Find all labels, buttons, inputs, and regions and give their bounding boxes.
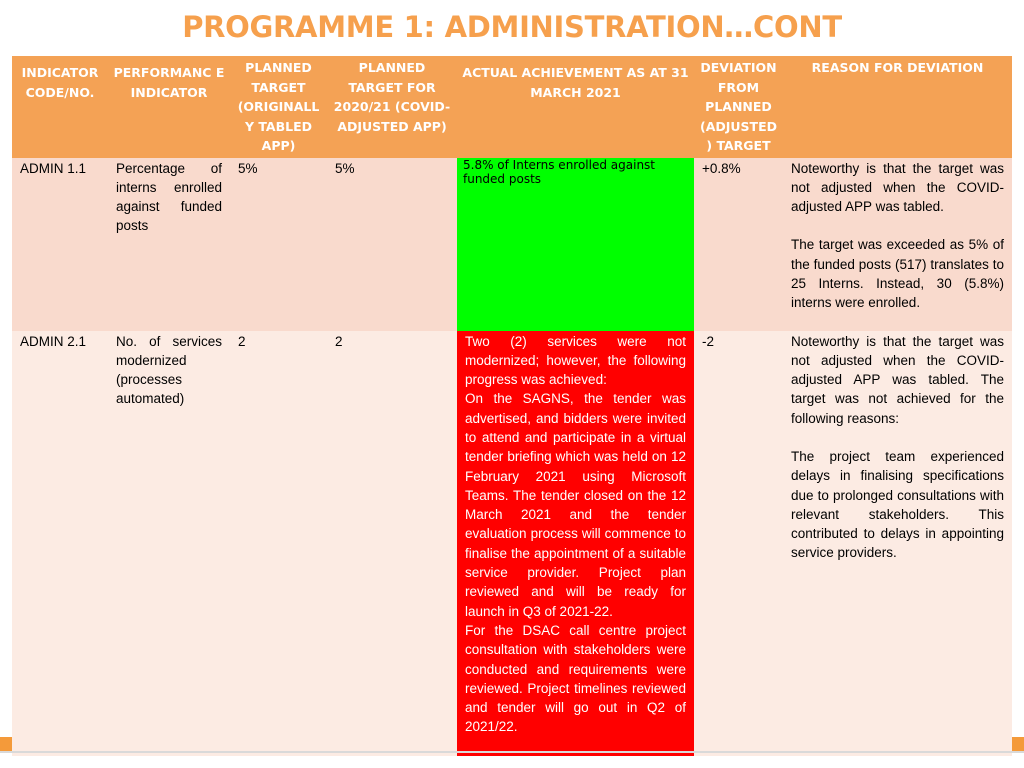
actual-achievement-text: Two (2) services were not modernized; however, the following progress was achieved: bbox=[465, 333, 686, 388]
planned-target-original-cell: 5% bbox=[230, 158, 327, 331]
footer-divider bbox=[0, 751, 1024, 753]
indicator-code-cell: ADMIN 2.1 bbox=[12, 331, 108, 756]
actual-achievement-text: On the SAGNS, the tender was advertised, and bidders were invited to attend and participate in a virtual tender briefing which was held on 12 February 2021 using Microsoft Teams. The tender closed on the 12 March 2021 and the tender evaluation process will commence to finalise the appointment of a suitable service provider. Project plan reviewed and will be ready for launch in Q3 of 2021-22. bbox=[465, 391, 686, 619]
reason-cell bbox=[783, 158, 1012, 331]
table-row bbox=[12, 331, 1012, 756]
reason-cell bbox=[783, 331, 1012, 756]
reason-paragraph: The project team experienced delays in finalising specifications due to prolonged consultations with relevant stakeholders. This contributed to delays in appointing service providers. bbox=[791, 448, 1004, 561]
header-planned-target-covid: PLANNED TARGET FOR 2020/21 (COVID-ADJUSTED APP) bbox=[327, 56, 457, 158]
indicator-code-cell: ADMIN 1.1 bbox=[12, 158, 108, 331]
header-indicator-code: INDICATOR CODE/NO. bbox=[12, 56, 108, 158]
header-actual-achievement: ACTUAL ACHIEVEMENT AS AT 31 MARCH 2021 bbox=[457, 56, 694, 158]
actual-achievement-cell bbox=[457, 158, 694, 331]
actual-achievement-text: For the DSAC call centre project consultation with stakeholders were conducted and requirements were reviewed. Project timelines reviewed and tender will go out in Q2 of 2021/22. bbox=[465, 622, 686, 735]
table-header-row bbox=[12, 56, 1012, 158]
header-performance-indicator: PERFORMANC E INDICATOR bbox=[108, 56, 230, 158]
header-reason: REASON FOR DEVIATION bbox=[783, 56, 1012, 158]
table-row bbox=[12, 158, 1012, 331]
performance-table bbox=[12, 56, 1012, 756]
performance-indicator-cell: No. of services modernized (processes automated) bbox=[108, 331, 230, 756]
reason-paragraph: Noteworthy is that the target was not adjusted when the COVID-adjusted APP was tabled. bbox=[791, 160, 1004, 215]
performance-indicator-cell: Percentage of interns enrolled against funded posts bbox=[108, 158, 230, 331]
footer-accent-left bbox=[0, 737, 12, 751]
header-planned-target-original: PLANNED TARGET (ORIGINALL Y TABLED APP) bbox=[230, 56, 327, 158]
reason-paragraph: Noteworthy is that the target was not adjusted when the COVID-adjusted APP was tabled. The target was not achieved for the following reasons: bbox=[791, 333, 1004, 426]
deviation-cell: +0.8% bbox=[694, 158, 783, 331]
actual-achievement-text: 5.8% of Interns enrolled against funded posts bbox=[463, 157, 656, 186]
planned-target-covid-cell: 2 bbox=[327, 331, 457, 756]
reason-paragraph: The target was exceeded as 5% of the funded posts (517) translates to 25 Interns. Instead, 30 (5.8%) interns were enrolled. bbox=[791, 237, 1004, 311]
page-title: PROGRAMME 1: ADMINISTRATION…CONT bbox=[182, 10, 842, 44]
planned-target-covid-cell: 5% bbox=[327, 158, 457, 331]
footer-accent-right bbox=[1012, 737, 1024, 751]
deviation-cell: -2 bbox=[694, 331, 783, 756]
actual-achievement-cell bbox=[457, 331, 694, 756]
planned-target-original-cell: 2 bbox=[230, 331, 327, 756]
header-deviation: DEVIATION FROM PLANNED (ADJUSTED ) TARGET bbox=[694, 56, 783, 158]
